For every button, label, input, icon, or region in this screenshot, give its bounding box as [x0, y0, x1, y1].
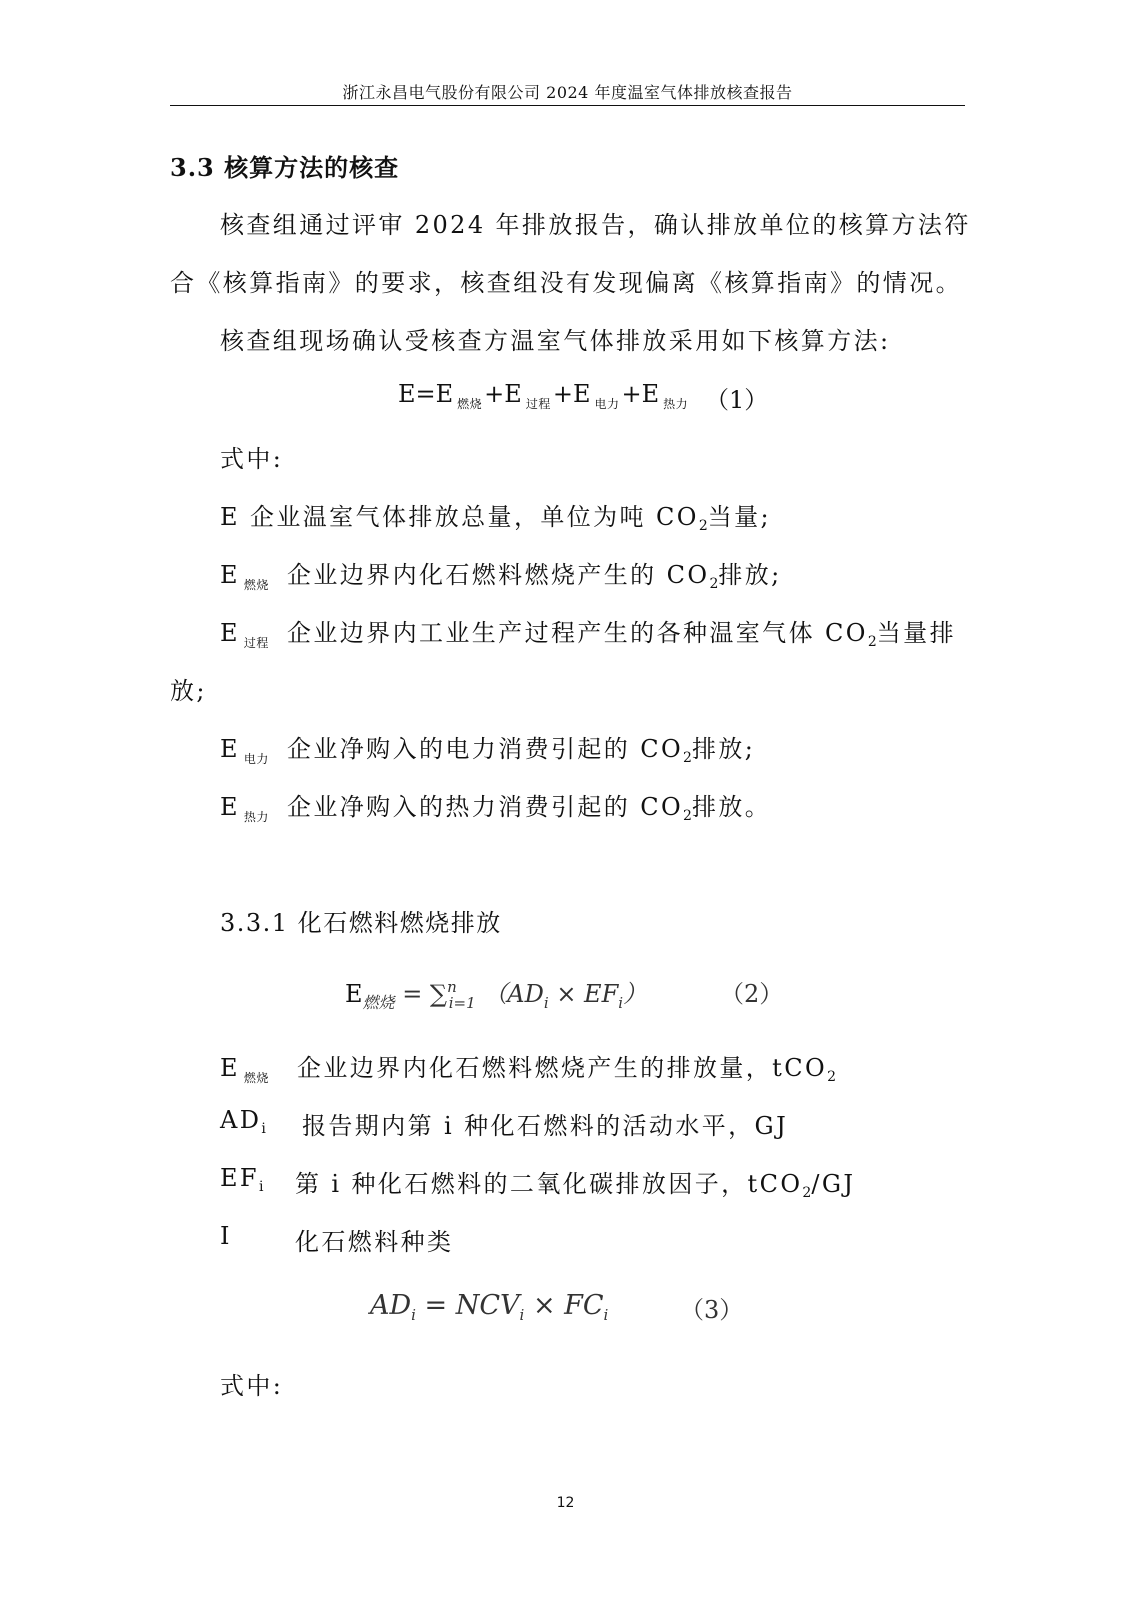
- def-e-total-suffix: 当量;: [707, 503, 772, 531]
- co2-subscript: 2: [698, 518, 708, 534]
- def-e-process-continuation: 放;: [170, 677, 207, 705]
- paragraph-1-line-2: 合《核算指南》的要求，核查组没有发现偏离《核算指南》的情况。: [170, 269, 962, 297]
- def2-ef-text-main: 第 i 种化石燃料的二氧化碳排放因子，tCO: [295, 1170, 803, 1198]
- def-e-electricity-text-end: 排放;: [691, 735, 756, 763]
- def2-combustion-term: E: [220, 1054, 240, 1082]
- def-e-process-text-end: 当量排: [876, 619, 956, 647]
- formula-3-fc-sub: i: [603, 1306, 609, 1324]
- formula-2-sum-sub: i=1: [448, 994, 476, 1012]
- formula-1-sub-process: 过程: [525, 397, 551, 411]
- section-heading: 3.3 核算方法的核查: [170, 153, 400, 182]
- formula-2-ad-sub: i: [543, 994, 549, 1012]
- page-number: 12: [556, 1495, 575, 1511]
- formula-1-sub-combustion: 燃烧: [457, 397, 483, 411]
- formula-1-lhs: E=E: [398, 380, 454, 408]
- def2-ef-text: [295, 1164, 855, 1199]
- def-e-combustion-text-end: 排放;: [718, 561, 782, 589]
- def-e-electricity: [220, 729, 755, 764]
- formula-2-lhs: E: [345, 980, 363, 1008]
- formula-3-fc: × FC: [524, 1290, 604, 1321]
- paragraph-1-line-1: 核查组通过评审 2024 年排放报告，确认排放单位的核算方法符: [220, 211, 971, 239]
- def-e-electricity-sub: 电力: [243, 752, 269, 766]
- where-label-1: 式中:: [220, 445, 284, 473]
- formula-3-ncv: = NCV: [415, 1290, 520, 1321]
- formula-1-number: （1）: [705, 386, 769, 414]
- def2-ad-sub: i: [261, 1121, 269, 1137]
- formula-2-ef: × EF: [548, 980, 619, 1008]
- formula-2-close: ）: [623, 980, 648, 1008]
- def-e-letter: E: [220, 619, 240, 647]
- formula-3-number: （3）: [680, 1296, 744, 1324]
- paragraph-2: 核查组现场确认受核查方温室气体排放采用如下核算方法:: [220, 327, 891, 355]
- def2-combustion: [220, 1048, 836, 1083]
- formula-1-plus-2: +E: [484, 380, 522, 408]
- co2-subscript: 2: [802, 1185, 812, 1201]
- def-e-heat: [220, 787, 771, 822]
- co2-subscript: 2: [683, 808, 692, 824]
- co2-subscript: 2: [867, 634, 877, 650]
- def2-ad-text: 报告期内第 i 种化石燃料的活动水平，GJ: [302, 1112, 789, 1140]
- def2-ef-text-unit: /GJ: [811, 1170, 856, 1198]
- def-e-process-sub: 过程: [243, 636, 269, 650]
- co2-subscript: 2: [827, 1069, 836, 1085]
- def2-ef-term: EF: [220, 1164, 259, 1192]
- formula-2-equals-sum: = ∑: [402, 980, 448, 1008]
- formula-1-sub-electricity: 电力: [594, 397, 620, 411]
- def-e-combustion-sub: 燃烧: [243, 578, 269, 592]
- formula-1-plus-4: +E: [621, 380, 660, 408]
- def2-i-term: I: [220, 1222, 232, 1250]
- formula-2-sum-sup: n: [447, 978, 457, 996]
- def2-combustion-text: 企业边界内化石燃料燃烧产生的排放量，tCO: [296, 1054, 828, 1082]
- def2-i-text: 化石燃料种类: [295, 1228, 454, 1256]
- def-e-total: [220, 497, 771, 532]
- def-e-combustion-text: 企业边界内化石燃料燃烧产生的 CO: [286, 561, 710, 589]
- def-e-process: [220, 613, 956, 648]
- def2-ad-term: AD: [220, 1106, 262, 1134]
- formula-1-plus-3: +E: [552, 380, 591, 408]
- def-e-total-text: E 企业温室气体排放总量，单位为吨 CO: [220, 503, 699, 531]
- co2-subscript: 2: [683, 750, 692, 766]
- def-e-electricity-text: 企业净购入的电力消费引起的 CO: [286, 735, 684, 763]
- def2-ef-sub: i: [258, 1179, 266, 1195]
- formula-1: [398, 380, 690, 411]
- page-header: 浙江永昌电气股份有限公司 2024 年度温室气体排放核查报告: [342, 83, 793, 102]
- formula-3-ncv-sub: i: [519, 1306, 525, 1324]
- formula-2-ad: （AD: [483, 980, 544, 1008]
- def-e-process-text: 企业边界内工业生产过程产生的各种温室气体 CO: [286, 619, 868, 647]
- formula-3-ad: AD: [370, 1290, 412, 1321]
- def-e-letter: E: [220, 735, 240, 763]
- formula-3-ad-sub: i: [411, 1306, 416, 1324]
- def2-combustion-sub: 燃烧: [243, 1071, 269, 1085]
- where-label-2: 式中:: [220, 1372, 284, 1400]
- def-e-combustion: [220, 555, 782, 590]
- formula-2-ef-sub: i: [618, 994, 624, 1012]
- formula-2: [345, 974, 648, 1012]
- header-rule: [170, 105, 965, 106]
- def-e-heat-sub: 热力: [243, 810, 269, 824]
- def-e-letter: E: [220, 561, 240, 589]
- def-e-heat-text-end: 排放。: [691, 793, 772, 821]
- co2-subscript: 2: [709, 576, 719, 592]
- formula-1-sub-heat: 热力: [663, 397, 689, 411]
- formula-2-lhs-sub: 燃烧: [362, 993, 395, 1012]
- formula-3: [370, 1290, 609, 1324]
- formula-2-number: （2）: [720, 980, 784, 1008]
- subsection-heading: 3.3.1 化石燃料燃烧排放: [220, 909, 502, 937]
- def2-ad: [220, 1106, 269, 1137]
- def2-ef: [220, 1164, 266, 1195]
- def-e-letter: E: [220, 793, 240, 821]
- def-e-heat-text: 企业净购入的热力消费引起的 CO: [286, 793, 684, 821]
